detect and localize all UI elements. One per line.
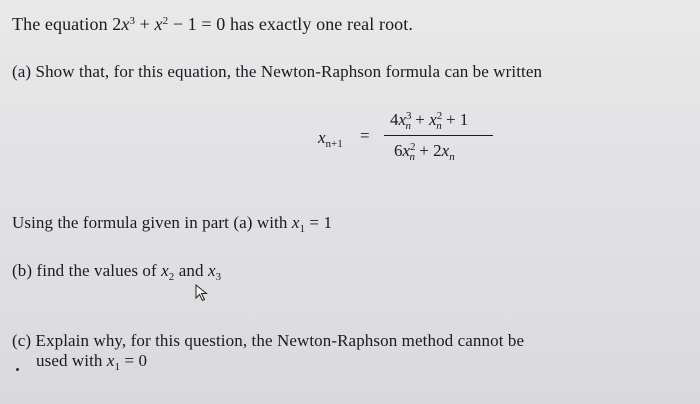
part-a-label: (a) [12,62,32,81]
formula-lhs: $x_{n+1}$ [318,128,343,150]
using-line: Using the formula given in part (a) with $x_1 = 1$ [12,213,333,235]
fraction-bar [384,135,493,136]
using-suffix: = 1 [305,213,333,232]
newton-raphson-formula [318,110,493,172]
part-c-line2-prefix: used with [36,351,107,370]
part-a-text: Show that, for this equation, the Newton-Raphson formula can be written [35,62,543,81]
intro-prefix: The equation [12,14,113,34]
part-b-line: (b) find the values of $x_2$ and $x_3$ [12,261,222,283]
part-c-line-1 [12,331,524,351]
formula-denominator: $6x^2_n + 2x_n$ [394,141,455,163]
intro-line [12,14,413,35]
formula-numerator: $4x^3_n + x^2_n + 1$ [390,110,469,132]
part-b-middle: and [174,261,208,280]
mouse-cursor-icon [195,284,209,302]
part-a-line [12,62,542,82]
part-c-line-2: used with $x_1 = 0$ [36,351,148,373]
part-b-label: (b) [12,261,33,280]
intro-suffix: has exactly one real root. [225,14,413,34]
part-c-text: Explain why, for this question, the Newton-Raphson method cannot be [35,331,525,350]
part-c-label: (c) [12,331,32,350]
stray-mark [16,368,19,371]
part-b-prefix: find the values of [36,261,162,280]
formula-equals: = [360,126,370,145]
using-prefix: Using the formula given in part (a) with [12,213,292,232]
cubic-equation: $2x^3 + x^2 - 1 = 0$ [112,14,226,34]
part-c-line2-suffix: = 0 [120,351,148,370]
